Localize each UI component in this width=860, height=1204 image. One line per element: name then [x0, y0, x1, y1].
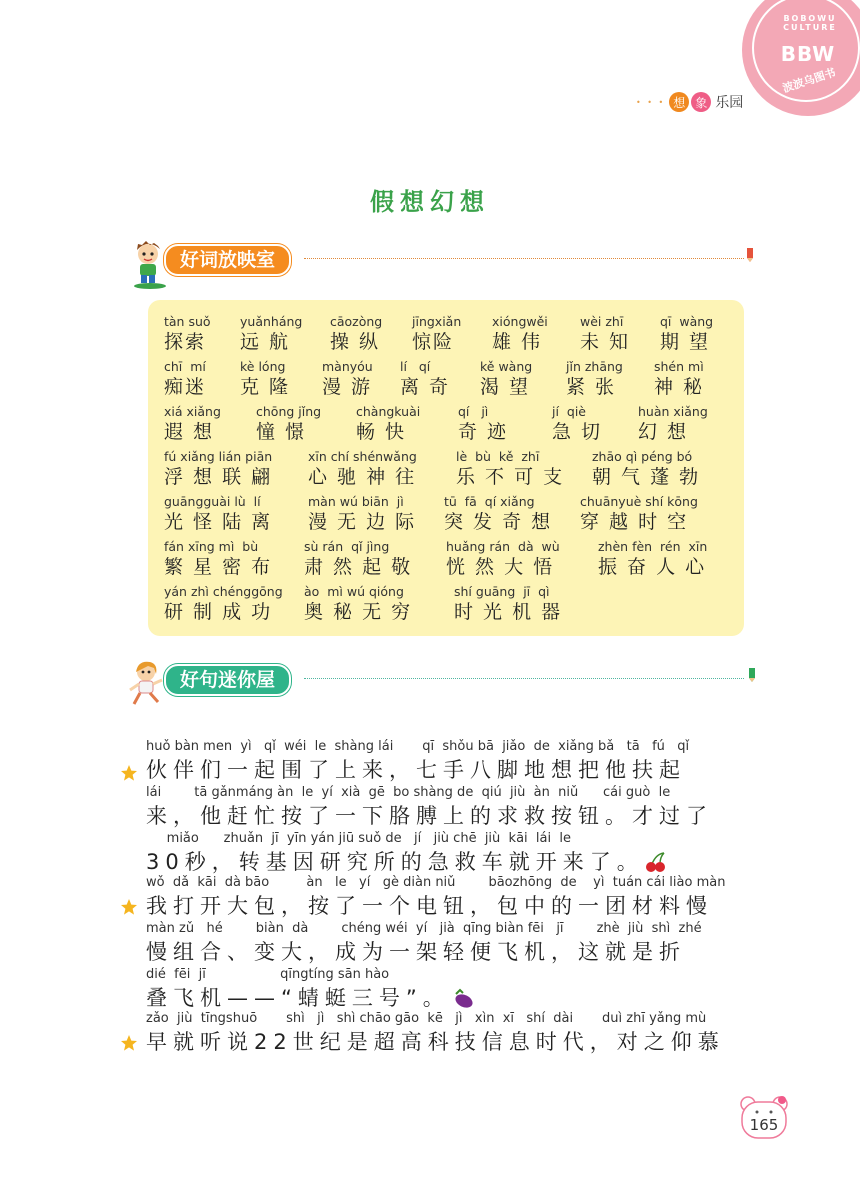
- words-section-header: [128, 240, 758, 276]
- word-item: kè lóng 克 隆: [240, 359, 291, 398]
- tag-bubble-2: 象: [691, 92, 711, 112]
- word-item: chōng jǐng 憧 憬: [256, 404, 322, 443]
- word-item: sù rán qǐ jìng 肃 然 起 敬: [304, 539, 413, 578]
- word-row: [148, 584, 744, 630]
- page-title: 假想幻想: [370, 188, 490, 216]
- cherry-icon: [644, 852, 668, 874]
- words-section-title: 好词放映室: [164, 244, 291, 276]
- word-item: xīn chí shénwǎng 心 驰 神 往: [308, 449, 417, 488]
- dotted-divider: [304, 258, 744, 259]
- eggplant-icon: [450, 988, 474, 1010]
- word-item: yuǎnháng 远 航: [240, 314, 303, 353]
- sentence-line: miǎo zhuǎn jī yīn yán jiū suǒ de jí jiù chē jiù kāi lái le 30秒，转基因研究所的急救车就开来了。: [146, 830, 786, 876]
- word-item: xiá xiǎng 遐 想: [164, 404, 221, 443]
- word-item: cāozòng 操 纵: [330, 314, 383, 353]
- tag-bubble-1: 想: [669, 92, 689, 112]
- tag-text: 乐园: [715, 95, 744, 111]
- word-item: fán xīng mì bù 繁 星 密 布: [164, 539, 273, 578]
- dotted-divider: [304, 678, 744, 679]
- word-item: zhāo qì péng bó 朝 气 蓬 勃: [592, 449, 701, 488]
- word-item: chuānyuè shí kōng 穿 越 时 空: [580, 494, 698, 533]
- sentence-line: wǒ dǎ kāi dà bāo àn le yí gè diàn niǔ bāozhōng de yì tuán cái liào màn 我打开大包，按了一个电钮，包中的一团材料慢: [146, 875, 726, 918]
- star-bullet-icon: [120, 1034, 138, 1052]
- page-number-badge: [738, 1094, 790, 1140]
- word-item: lè bù kě zhī 乐 不 可 支: [456, 449, 565, 488]
- page-number: 165: [749, 1116, 779, 1134]
- star-bullet-icon: [120, 898, 138, 916]
- word-item: zhèn fèn rén xīn 振 奋 人 心: [598, 539, 708, 578]
- stamp-top-text: BOBOWU CULTURE: [783, 14, 837, 32]
- word-row: [148, 314, 744, 360]
- word-item: lí qí 离 奇: [400, 359, 451, 398]
- stamp-logo: BBW: [780, 42, 836, 66]
- word-row: [148, 359, 744, 405]
- word-item: huǎng rán dà wù 恍 然 大 悟: [446, 539, 560, 578]
- word-item: ào mì wú qióng 奥 秘 无 穷: [304, 584, 413, 623]
- word-item: huàn xiǎng 幻 想: [638, 404, 708, 443]
- dot-line-decoration: • • •: [636, 97, 666, 107]
- word-item: chàngkuài 畅 快: [356, 404, 421, 443]
- word-item: guāngguài lù lí 光 怪 陆 离: [164, 494, 273, 533]
- word-row: [148, 494, 744, 540]
- word-item: fú xiǎng lián piān 浮 想 联 翩: [164, 449, 273, 488]
- word-item: jīngxiǎn 惊险: [412, 314, 462, 353]
- sentence-line: zǎo jiù tīngshuō shì jì shì chāo gāo kē jì xìn xī shí dài duì zhī yǎng mù 早就听说22世纪是超高科技信息时代，对之仰慕: [146, 1011, 725, 1054]
- word-row: [148, 404, 744, 450]
- word-item: xióngwěi 雄 伟: [492, 314, 548, 353]
- word-item: shén mì 神 秘: [654, 359, 705, 398]
- word-row: [148, 449, 744, 495]
- word-row: [148, 539, 744, 585]
- word-item: màn wú biān jì 漫 无 边 际: [308, 494, 417, 533]
- sentence-line: huǒ bàn men yì qǐ wéi le shàng lái qī shǒu bā jiǎo de xiǎng bǎ tā fú qǐ 伙伴们一起围了上来，七手八脚地想把他扶起: [146, 739, 690, 782]
- word-item: shí guāng jī qì 时 光 机 器: [454, 584, 563, 623]
- sentence-line: lái tā gǎnmáng àn le yí xià gē bo shàng de qiú jiù àn niǔ cái guò le 来，他赶忙按了一下胳膊上的求救按钮。才过了: [146, 785, 713, 828]
- word-item: kě wàng 渴 望: [480, 359, 533, 398]
- words-panel: [148, 300, 744, 636]
- star-bullet-icon: [120, 764, 138, 782]
- pencil-icon: [746, 248, 754, 262]
- word-item: mànyóu 漫 游: [322, 359, 373, 398]
- chapter-tag: [636, 90, 743, 114]
- word-item: wèi zhī 未 知: [580, 314, 631, 353]
- word-item: chī mí 痴迷: [164, 359, 207, 398]
- pencil-icon: [748, 668, 756, 682]
- word-item: jǐn zhāng 紧 张: [566, 359, 623, 398]
- publisher-stamp: [742, 0, 860, 116]
- stamp-name: 波波乌图书: [780, 65, 838, 96]
- word-item: qí jì 奇 迹: [458, 404, 509, 443]
- sentence-line: màn zǔ hé biàn dà chéng wéi yí jià qīng biàn fēi jī zhè jiù shì zhé 慢组合、变大，成为一架轻便飞机，这就是折: [146, 921, 702, 964]
- sentences-section-header: [128, 660, 758, 696]
- word-item: yán zhì chénggōng 研 制 成 功: [164, 584, 283, 623]
- sentence-line: dié fēi jī qīngtíng sān hào 叠飞机——“蜻蜓三号”。: [146, 966, 786, 1012]
- word-item: tàn suǒ 探索: [164, 314, 211, 353]
- word-item: tū fā qí xiǎng 突 发 奇 想: [444, 494, 553, 533]
- sentences-section-title: 好句迷你屋: [164, 664, 291, 696]
- word-item: jí qiè 急 切: [552, 404, 603, 443]
- word-item: qī wàng 期 望: [660, 314, 714, 353]
